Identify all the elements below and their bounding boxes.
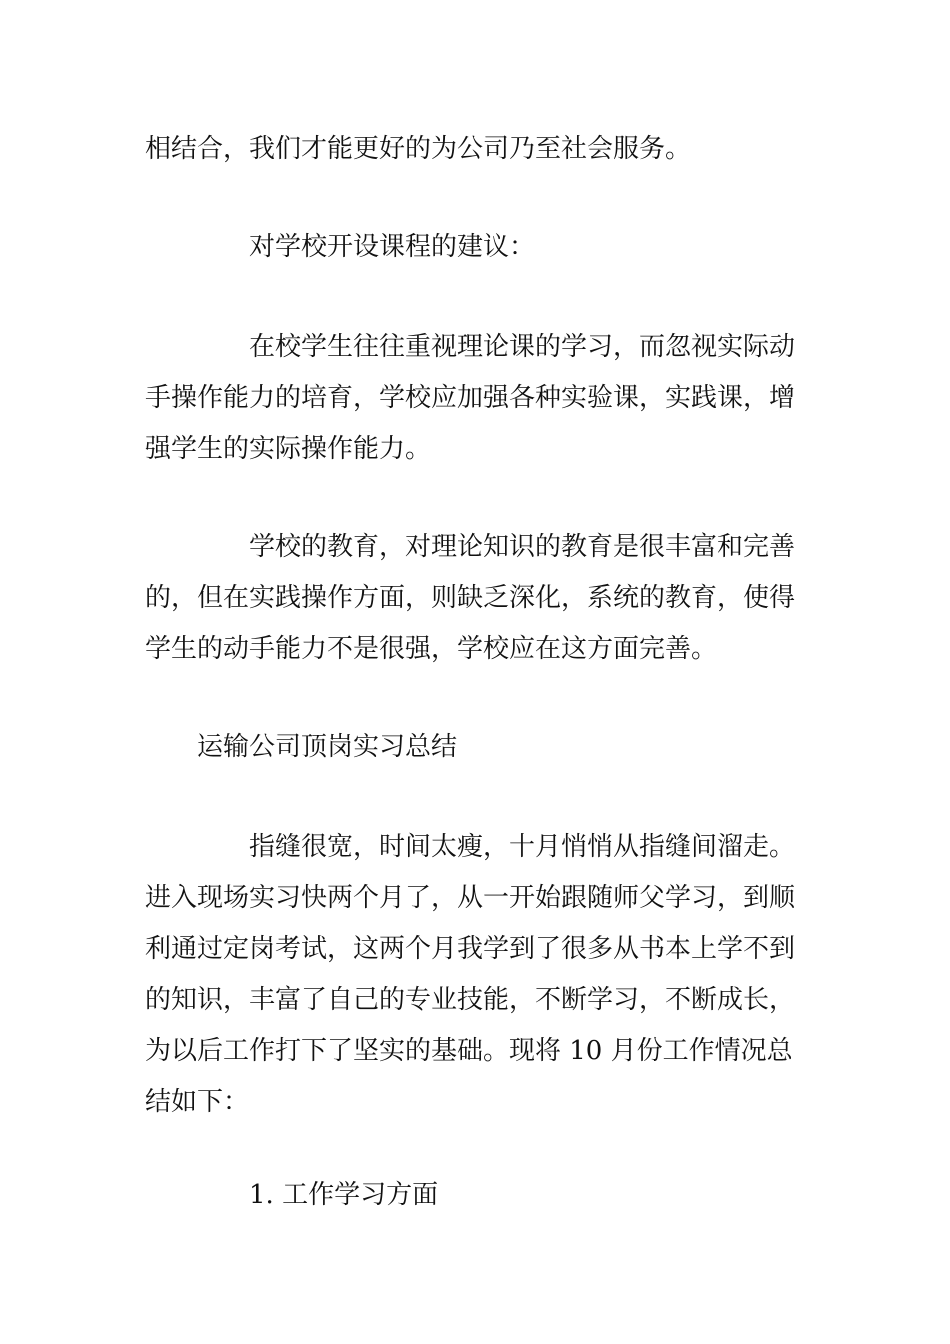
paragraph-internship-summary: 指缝很宽，时间太瘦，十月悄悄从指缝间溜走。进入现场实习快两个月了，从一开始跟随师父学习，到顺利通过定岗考试，这两个月我学到了很多从书本上学不到的知识，丰富了自己的专业技能，不断学习，不断成长，为以后工作打下了坚实的基础。现将 10 月份工作情况总结如下： bbox=[145, 832, 796, 1117]
section-title: 运输公司顶岗实习总结 bbox=[197, 732, 458, 762]
paragraph-continuation: 相结合，我们才能更好的为公司乃至社会服务。 bbox=[145, 134, 692, 164]
paragraph-school-education: 学校的教育，对理论知识的教育是很丰富和完善的，但在实践操作方面，则缺乏深化，系统的教育，使得学生的动手能力不是很强，学校应在这方面完善。 bbox=[145, 532, 796, 664]
paragraph-practice-suggestion: 在校学生往往重视理论课的学习，而忽视实际动手操作能力的培育，学校应加强各种实验课，实践课，增强学生的实际操作能力。 bbox=[145, 332, 796, 464]
numbered-heading-work-study: 1. 工作学习方面 bbox=[249, 1180, 439, 1210]
paragraph-course-suggestion-heading: 对学校开设课程的建议： bbox=[249, 232, 536, 262]
